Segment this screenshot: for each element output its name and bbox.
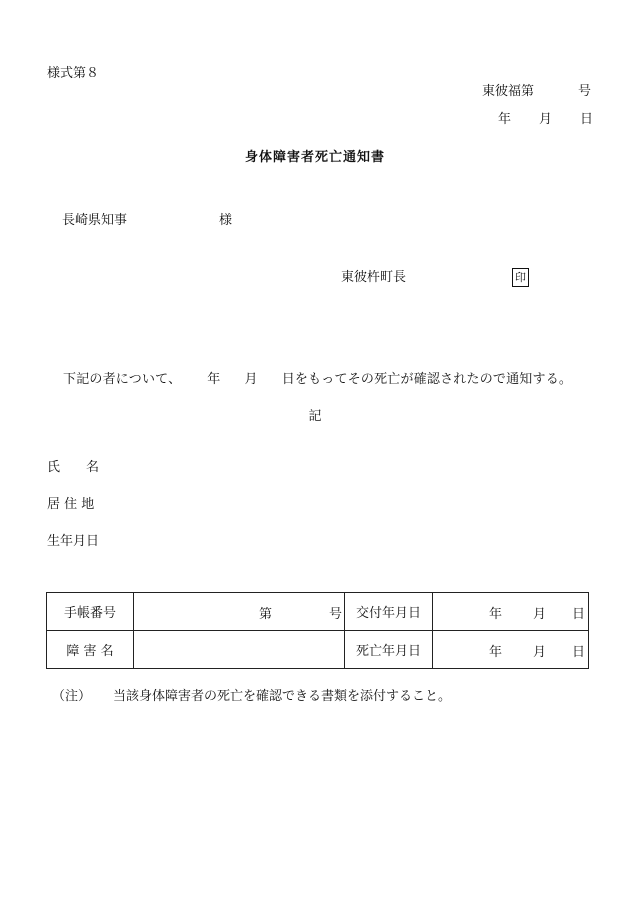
death-date-year: 年 xyxy=(489,645,503,660)
notice-body xyxy=(63,372,572,388)
addressee xyxy=(62,213,232,229)
document-date-day: 日 xyxy=(580,112,594,127)
issue-date-label: 交付年月日 xyxy=(345,593,433,631)
booklet-number-cell xyxy=(134,593,345,631)
certificate-info-table xyxy=(46,592,589,669)
seal-mark: 印 xyxy=(512,268,529,287)
disability-name-label: 障 害 名 xyxy=(47,631,134,669)
document-title: 身体障害者死亡通知書 xyxy=(244,150,385,165)
table-row xyxy=(47,593,589,631)
issue-date-year: 年 xyxy=(489,607,503,622)
record-mark: 記 xyxy=(308,409,322,424)
disability-name-cell xyxy=(134,631,345,669)
field-name-label xyxy=(47,460,99,476)
field-name-char1: 氏 xyxy=(47,460,61,475)
death-date-day: 日 xyxy=(571,645,585,660)
death-date-label: 死亡年月日 xyxy=(345,631,433,669)
death-date-cell xyxy=(433,631,589,669)
document-date-year: 年 xyxy=(498,112,512,127)
issue-date-month: 月 xyxy=(533,607,547,622)
footnote-marker: （注） xyxy=(52,689,92,704)
document-number xyxy=(482,84,591,100)
document-date-month: 月 xyxy=(539,112,553,127)
notice-body-rest: 日をもってその死亡が確認されたので通知する。 xyxy=(281,372,573,387)
document-number-prefix: 東彼福第 xyxy=(482,84,535,99)
notice-body-month: 月 xyxy=(244,372,258,387)
footnote-text: 当該身体障害者の死亡を確認できる書類を添付すること。 xyxy=(113,689,452,704)
issue-date-day: 日 xyxy=(571,607,585,622)
field-birthdate-label: 生年月日 xyxy=(47,534,100,549)
notice-body-year: 年 xyxy=(207,372,221,387)
form-number: 様式第８ xyxy=(47,66,100,81)
sender-name: 東彼杵町長 xyxy=(341,270,407,285)
addressee-honorific: 様 xyxy=(219,213,233,228)
field-address-label: 居 住 地 xyxy=(47,497,95,512)
issue-date-cell xyxy=(433,593,589,631)
booklet-number-suffix: 号 xyxy=(328,607,342,622)
table-row xyxy=(47,631,589,669)
booklet-number-label: 手帳番号 xyxy=(47,593,134,631)
field-name-char2: 名 xyxy=(86,460,100,475)
death-date-month: 月 xyxy=(533,645,547,660)
footnote xyxy=(52,689,451,705)
document-date xyxy=(498,112,593,128)
document-number-suffix: 号 xyxy=(578,84,592,99)
notice-body-intro: 下記の者について、 xyxy=(63,372,182,387)
booklet-number-prefix: 第 xyxy=(259,607,273,622)
addressee-name: 長崎県知事 xyxy=(62,213,128,228)
